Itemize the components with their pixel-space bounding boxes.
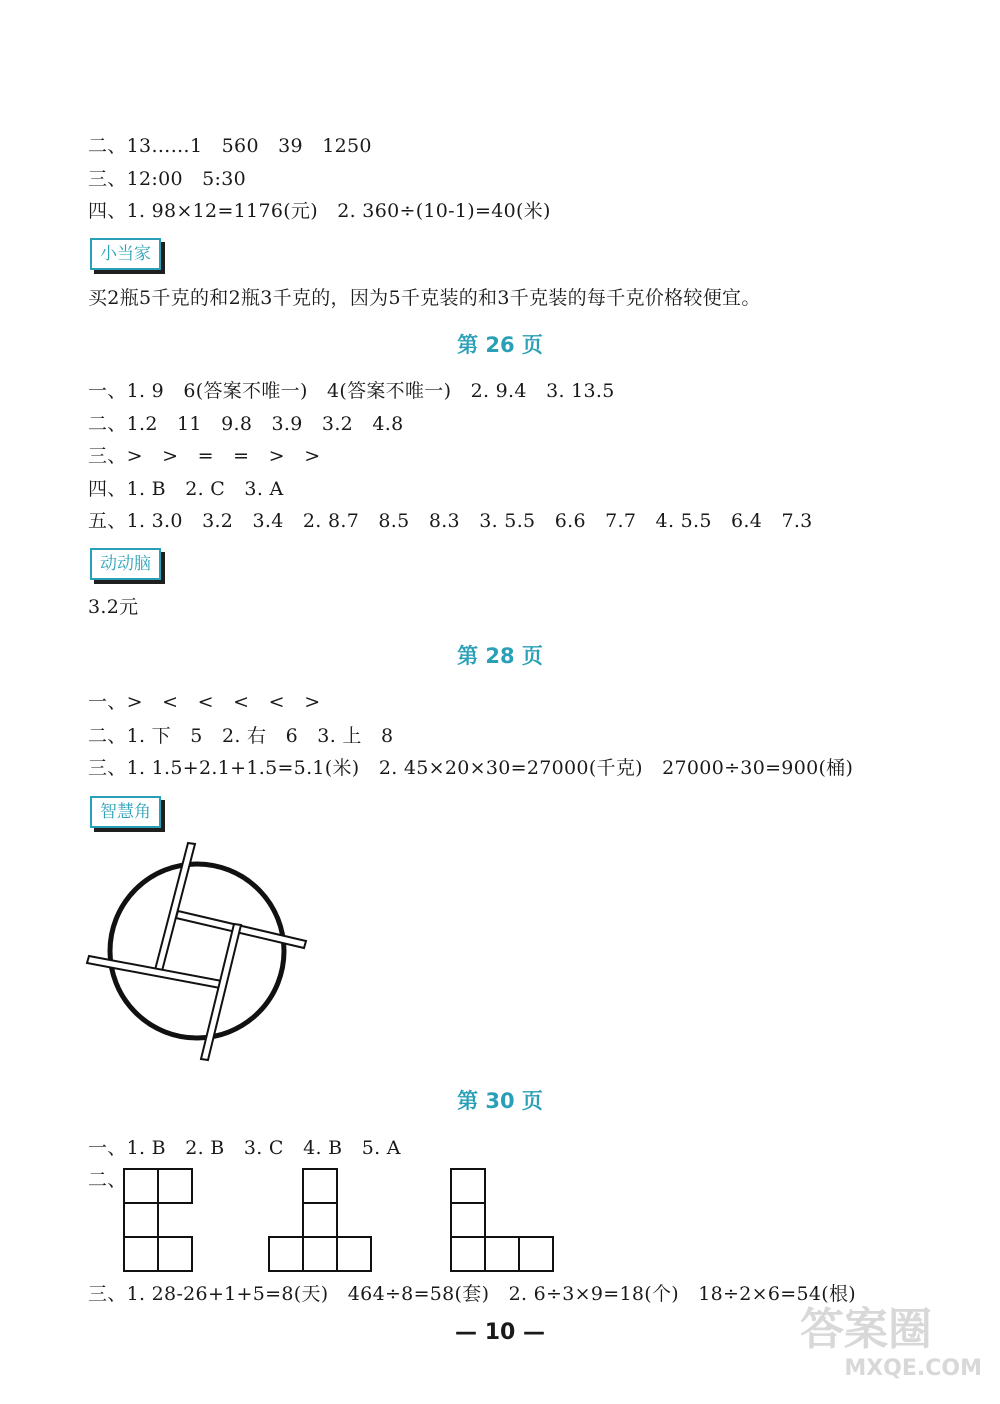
answer-line: 四、1. B 2. C 3. A — [88, 478, 284, 500]
circle — [110, 864, 284, 1038]
page-number: — 10 — — [455, 1320, 545, 1345]
section-tag: 智慧角 — [90, 796, 161, 828]
answer-line: 四、1. 98×12=1176(元) 2. 360÷(10-1)=40(米) — [88, 200, 551, 222]
stick — [201, 924, 241, 1060]
answer-line: 三、> > = = > > — [88, 445, 321, 467]
page-section-title: 第 26 页 — [457, 333, 543, 357]
stick — [176, 911, 306, 948]
stick — [155, 843, 195, 971]
answer-line: 一、1. B 2. B 3. C 4. B 5. A — [88, 1137, 401, 1159]
section-tag: 小当家 — [90, 238, 161, 270]
answer-line: 三、12:00 5:30 — [88, 168, 247, 190]
answer-line: 一、1. 9 6(答案不唯一) 4(答案不唯一) 2. 9.4 3. 13.5 — [88, 380, 615, 402]
watermark — [800, 1305, 990, 1400]
stick — [87, 956, 222, 988]
answer-label: 二、 — [88, 1169, 127, 1191]
grid-shapes-figure — [120, 1165, 560, 1275]
answer-line: 3.2元 — [88, 596, 139, 618]
answer-line: 一、> < < < < > — [88, 691, 321, 713]
answer-line: 二、13……1 560 39 1250 — [88, 135, 372, 157]
circle-sticks-figure — [85, 835, 325, 1065]
watermark-text: 答案圈 — [800, 1304, 932, 1355]
answer-line: 五、1. 3.0 3.2 3.4 2. 8.7 8.5 8.3 3. 5.5 6.6 7.7 4. 5.5 6.4 7.3 — [88, 510, 813, 532]
page-section-title: 第 30 页 — [457, 1089, 543, 1113]
answer-line: 三、1. 1.5+2.1+1.5=5.1(米) 2. 45×20×30=27000(千克) 27000÷30=900(桶) — [88, 757, 854, 779]
answer-line: 二、1. 下 5 2. 右 6 3. 上 8 — [88, 725, 394, 747]
answer-line: 买2瓶5千克的和2瓶3千克的，因为5千克装的和3千克装的每千克价格较便宜。 — [88, 287, 761, 309]
answer-line: 三、1. 28-26+1+5=8(天) 464÷8=58(套) 2. 6÷3×9=18(个) 18÷2×6=54(根) — [88, 1283, 856, 1305]
section-tag: 动动脑 — [90, 548, 161, 580]
answer-line: 二、1.2 11 9.8 3.9 3.2 4.8 — [88, 413, 404, 435]
watermark-url: MXQE.COM — [844, 1356, 982, 1381]
page-section-title: 第 28 页 — [457, 644, 543, 668]
